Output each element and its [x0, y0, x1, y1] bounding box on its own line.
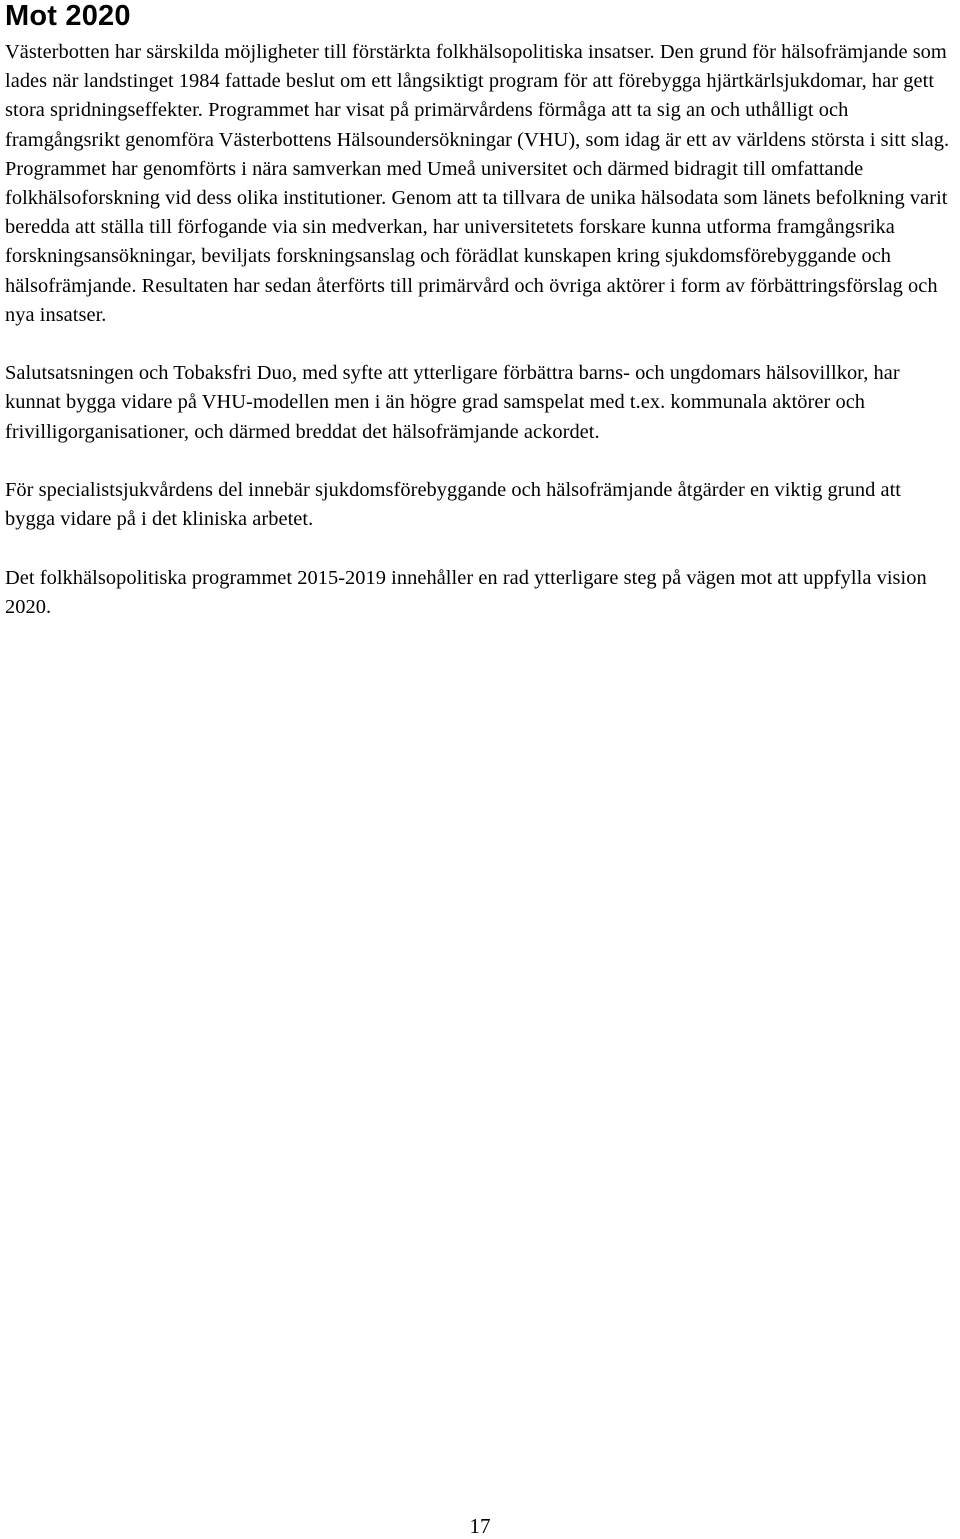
page-number: 17 [469, 1514, 491, 1538]
section-title: Mot 2020 [5, 0, 131, 32]
document-page [5, 0, 953, 622]
body-paragraph-4: Det folkhälsopolitiska programmet 2015-2019 innehåller en rad ytterligare steg på vägen mot att uppfylla vision 2020. [5, 566, 927, 618]
body-paragraph-2: Salutsatsningen och Tobaksfri Duo, med syfte att ytterligare förbättra barns- och ungdomars hälsovillkor, har kunnat bygga vidare på VHU-modellen men i än högre grad samspelat med t.ex. kommunala aktörer och frivilligorganisationer, och därmed breddat det hälsofrämjande ackordet. [5, 362, 900, 443]
body-paragraph-1: Västerbotten har särskilda möjligheter till förstärkta folkhälsopolitiska insatser. Den grund för hälsofrämjande som lades när landstinget 1984 fattade beslut om ett långsiktigt program för att förebygga hjärtkärlsjukdomar, har gett stora spridningseffekter. Programmet har visat på primärvårdens förmåga att ta sig an och uthålligt och framgångsrikt genomföra Västerbottens Hälsoundersökningar (VHU), som idag är ett av världens största i sitt slag. Programmet har genomförts i nära samverkan med Umeå universitet och därmed bidragit till omfattande folkhälsoforskning vid dess olika institutioner. Genom att ta tillvara de unika hälsodata som länets befolkning varit beredda att ställa till förfogande via sin medverkan, har universitetets forskare kunna utforma framgångsrika forskningsansökningar, beviljats forskningsanslag och förädlat kunskapen kring sjukdomsförebyggande och hälsofrämjande. Resultaten har sedan återförts till primärvård och övriga aktörer i form av förbättringsförslag och nya insatser. [5, 41, 950, 326]
body-paragraph-3: För specialistsjukvårdens del innebär sjukdomsförebyggande och hälsofrämjande åtgärder en viktig grund att bygga vidare på i det kliniska arbetet. [5, 479, 902, 531]
